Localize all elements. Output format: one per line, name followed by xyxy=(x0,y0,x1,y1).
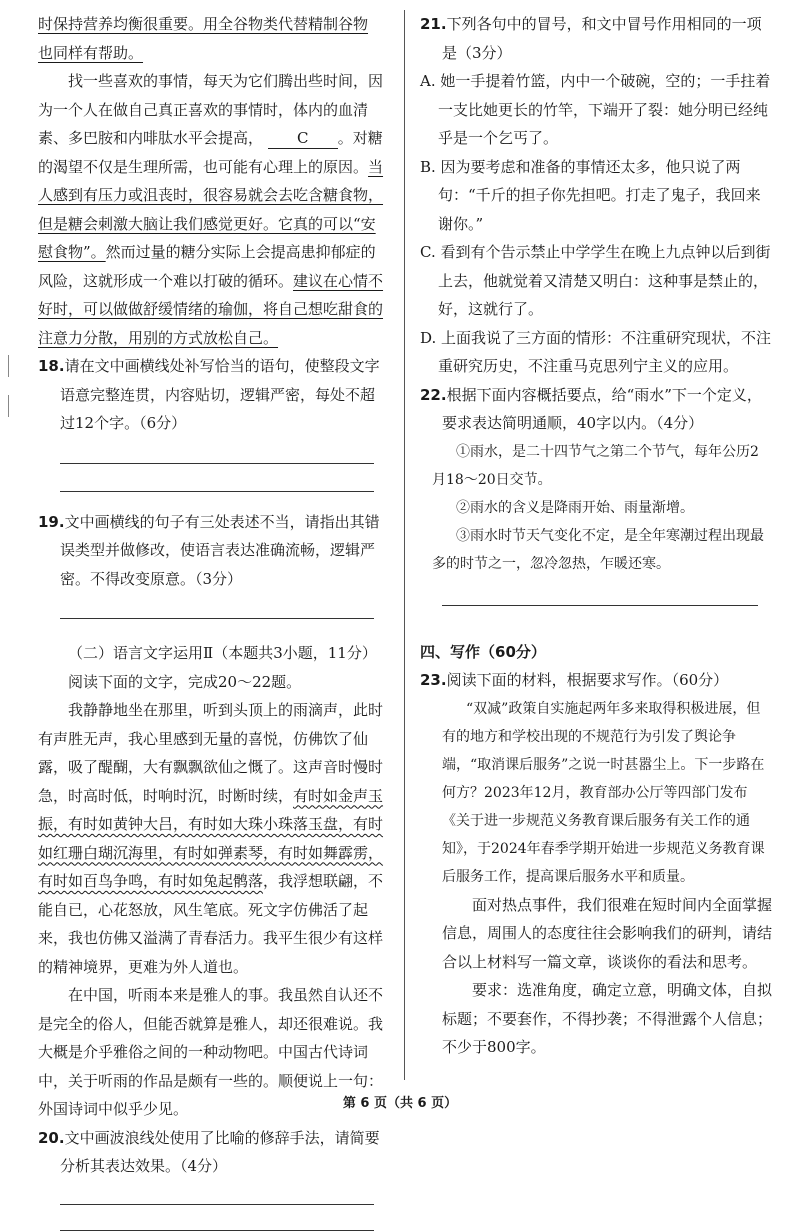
material-item: ②雨水的含义是降雨开始、雨量渐增。 xyxy=(456,499,694,516)
question-18 xyxy=(38,352,388,438)
right-column xyxy=(420,10,772,1062)
question-19 xyxy=(38,508,388,594)
binding-mark xyxy=(8,355,9,377)
left-column xyxy=(38,10,388,1231)
material-item: ①雨水，是二十四节气之第二个节气，每年公历2月18～20日交节。 xyxy=(432,443,759,488)
question-number: 23. xyxy=(420,671,447,689)
column-divider xyxy=(404,10,405,1080)
intro-line: 也同样有帮助。 xyxy=(38,43,144,62)
page-footer: 第 6 页（共 6 页） xyxy=(342,1096,458,1111)
question-number: 18. xyxy=(38,357,65,375)
underlined-sentence: 建议在心情不好时，可以做做舒缓情绪的瑜伽，将自己想吃甜食的注意力分散，用别的方式放松自己。 xyxy=(38,271,384,347)
writing-requirements: 要求：选准角度，确定立意，明确文体，自拟标题；不要套作，不得抄袭；不得泄露个人信息；不少于800字。 xyxy=(442,981,773,1056)
question-text: 下列各句中的冒号，和文中冒号作用相同的一项是（3分） xyxy=(442,15,762,62)
question-21 xyxy=(420,10,772,67)
writing-material: “双减”政策自实施起两年多来取得积极进展，但有的地方和学校出现的不规范行为引发了舆论争端，“取消课后服务”之说一时甚嚣尘上。下一步路在何方？2023年12月，教育部办公厅等四部门发布《关于进一步规范义务教育课后服务有关工作的通知》，于2024年春季学期开始进一步规范义务教育课后服务工作，提高课后服务水平和质量。 xyxy=(442,700,765,885)
option-b[interactable]: B. 因为要考虑和准备的事情还太多，他只说了两句：“千斤的担子你先担吧。打走了鬼子，我回来谢你。” xyxy=(420,157,761,233)
option-c[interactable]: C. 看到有个告示禁止中学学生在晚上九点钟以后到街上去，他就觉着又清楚又明白：这种事是禁止的，好，这就行了。 xyxy=(420,243,771,318)
writing-prompt: 面对热点事件，我们很难在短时间内全面掌握信息，周围人的态度往往会影响我们的研判，请结合以上材料写一篇文章，谈谈你的看法和思考。 xyxy=(442,895,773,971)
answer-blank[interactable]: C xyxy=(268,128,338,149)
question-text: 阅读下面的材料，根据要求写作。（60分） xyxy=(446,671,729,689)
passage-text: 找一些喜欢的事情，每天为它们腾出些时间，因为一个人在做自己真正喜欢的事情时，体内的血清素、多巴胺和内啡肽水平会提高， xyxy=(38,72,384,147)
section-title: 四、写作（60分） xyxy=(420,642,546,661)
question-23 xyxy=(420,666,772,695)
section-title: （二）语言文字运用Ⅱ（本题共3小题，11分） xyxy=(68,644,377,662)
question-text: 文中画波浪线处使用了比喻的修辞手法，请简要分析其表达效果。（4分） xyxy=(60,1128,380,1175)
question-20 xyxy=(38,1124,388,1181)
intro-line: 时保持营养均衡很重要。用全谷物类代替精制谷物 xyxy=(38,15,369,33)
question-number: 19. xyxy=(38,512,65,531)
wavy-underlined-text: 有时如金声玉振，有时如黄钟大吕，有时如大珠小珠落玉盘，有时如红珊白瑚沉海里，有时如弹素琴，有时如舞霹雳，有时如百鸟争鸣，有时如兔起鹘落 xyxy=(38,786,384,890)
question-number: 22. xyxy=(420,385,447,404)
underlined-sentence: 当人感到有压力或沮丧时，很容易就会去吃含糖食物，但是糖会刺激大脑让我们感觉更好。它真的可以“安慰食物”。 xyxy=(38,157,384,261)
option-d[interactable]: D. 上面我说了三方面的情形：不注重研究现状，不注重研究历史，不注重马克思列宁主义的应用。 xyxy=(420,328,772,375)
question-number: 21. xyxy=(420,15,447,33)
passage-paragraph xyxy=(38,67,388,352)
passage-text: ，我浮想联翩，不能自已，心花怒放，风生笔底。死文字仿佛活了起来，我也仿佛又溢满了青春活力。我平生很少有这样的精神境界，更难为外人道也。 xyxy=(38,872,384,976)
question-text: 文中画横线的句子有三处表述不当，请指出其错误类型并做修改，使语言表达准确流畅，逻辑严密。不得改变原意。（3分） xyxy=(60,512,380,588)
option-a[interactable]: A. 她一手提着竹篮，内中一个破碗，空的；一手拄着一支比她更长的竹竿，下端开了裂：她分明已经纯乎是一个乞丐了。 xyxy=(420,72,771,147)
question-number: 20. xyxy=(38,1128,65,1147)
passage-text: 。对糖的渴望不仅是生理所需，也可能有心理上的原因。 xyxy=(38,129,383,176)
question-text: 请在文中画横线处补写恰当的语句，使整段文字语意完整连贯，内容贴切，逻辑严密，每处不超过12个字。（6分） xyxy=(60,357,380,432)
rain-paragraph: 在中国，听雨本来是雅人的事。我虽然自认还不是完全的俗人，但能否就算是雅人，却还很难说。我大概是介乎雅俗之间的一种动物吧。中国古代诗词中，关于听雨的作品是颇有一些的。顺便说上一句：外国诗词中似乎少见。 xyxy=(38,986,384,1118)
instruction: 阅读下面的文字，完成20～22题。 xyxy=(68,672,302,691)
question-22 xyxy=(420,381,772,438)
binding-mark xyxy=(8,395,9,417)
passage-text: 然而过量的糖分实际上会提高患抑郁症的风险，这就形成一个难以打破的循环。 xyxy=(38,243,376,290)
material-item: ③雨水时节天气变化不定，是全年寒潮过程出现最多的时节之一，忽冷忽热，乍暖还寒。 xyxy=(432,527,764,572)
answer-line[interactable] xyxy=(60,1229,374,1231)
question-text: 根据下面内容概括要点，给“雨水”下一个定义，要求表达简明通顺，40字以内。（4分） xyxy=(442,385,762,432)
rain-paragraph xyxy=(38,696,388,981)
intro-text xyxy=(38,10,388,67)
passage-text: 我静静地坐在那里，听到头顶上的雨滴声，此时有声胜无声，我心里感到无量的喜悦，仿佛饮了仙露，吸了醍醐，大有飘飘欲仙之慨了。这声音时慢时急，时高时低，时响时沉，时断时续， xyxy=(38,701,384,805)
